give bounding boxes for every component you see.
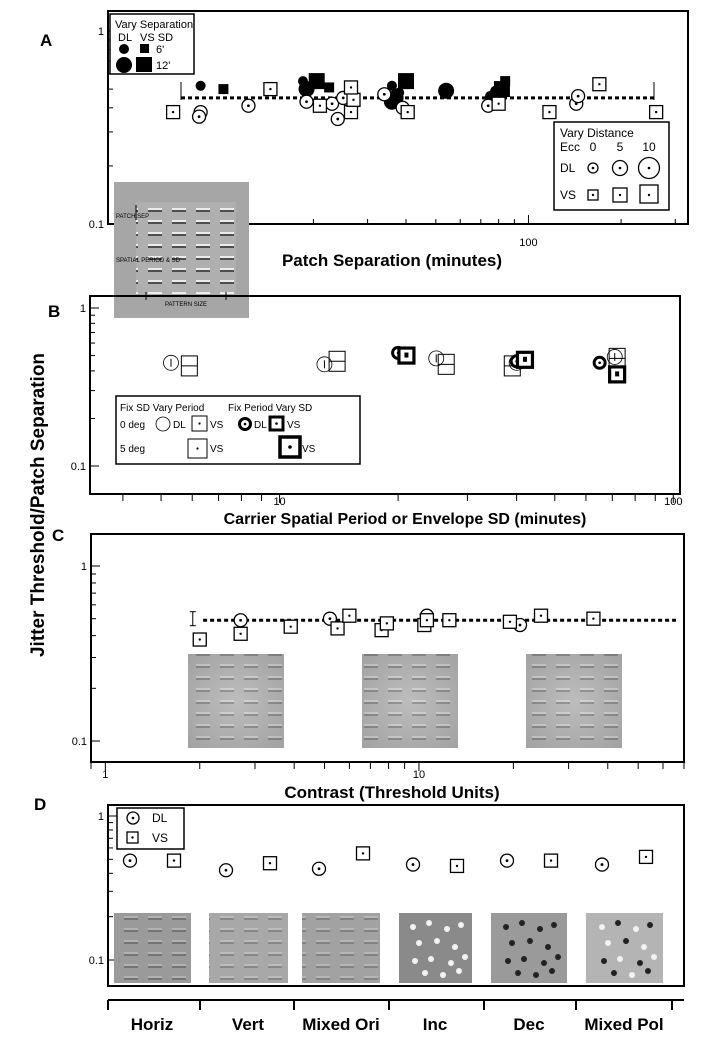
panel-c-stimulus-images xyxy=(188,654,622,748)
inset-label-spatial-period: SPATIAL PERIOD & SD xyxy=(116,258,180,264)
stimulus-dot xyxy=(599,924,605,930)
y-tick-label: 1 xyxy=(97,811,104,823)
legend-vs-4: VS xyxy=(302,444,316,455)
panel-d-point xyxy=(357,847,370,860)
panel-d-point xyxy=(168,854,181,867)
panel-d-legend xyxy=(117,808,184,849)
y-axis-label: Jitter Threshold/Patch Separation xyxy=(28,352,49,658)
legend-vs: VS xyxy=(152,831,169,845)
legend-filled-square-large xyxy=(136,57,152,72)
category-label: Horiz xyxy=(130,1015,174,1034)
panel-c-point xyxy=(234,627,247,640)
panel-a xyxy=(40,11,688,318)
panel-b-point xyxy=(517,352,532,367)
panel-d-axes xyxy=(89,811,117,967)
stimulus-dot xyxy=(555,954,561,960)
legend-vs-2: VS xyxy=(287,420,301,431)
panel-c-letter: C xyxy=(52,526,65,545)
stimulus-dot xyxy=(458,922,464,928)
panel-a-point xyxy=(313,99,326,112)
panel-a-legend-vary-distance xyxy=(554,122,669,210)
legend-col-dl: DL xyxy=(118,32,133,44)
panel-a-point xyxy=(572,90,585,103)
panel-c-point xyxy=(535,609,548,622)
stimulus-dot xyxy=(617,956,623,962)
panel-c-point xyxy=(380,617,393,630)
legend-row-vs: VS xyxy=(560,188,577,202)
panel-b-point xyxy=(329,351,345,371)
panel-d-point xyxy=(264,857,277,870)
legend-filled-circle-large xyxy=(116,57,132,73)
legend-title: Vary Separation xyxy=(115,19,194,31)
legend-title-right: Fix Period Vary SD xyxy=(228,403,313,414)
stimulus-dot xyxy=(545,944,551,950)
panel-a-point xyxy=(401,106,414,119)
panel-a-x-label: Patch Separation (minutes) xyxy=(281,251,503,270)
panel-d-point xyxy=(451,859,464,872)
panel-d-point xyxy=(596,858,609,871)
stimulus-dot xyxy=(541,960,547,966)
panel-b-point xyxy=(317,357,332,372)
stimulus-dot xyxy=(452,944,458,950)
panel-c xyxy=(52,526,684,802)
panel-a-point xyxy=(398,73,414,89)
panel-c-point xyxy=(420,614,433,627)
stimulus-dot xyxy=(651,954,657,960)
stimulus-dot xyxy=(521,956,527,962)
stimulus-dot xyxy=(426,920,432,926)
panel-b xyxy=(48,296,682,528)
panel-c-point xyxy=(193,633,206,646)
x-tick-label: 10 xyxy=(412,769,426,781)
y-tick-label: 1 xyxy=(97,26,104,38)
panel-b-point xyxy=(594,357,605,368)
panel-a-point xyxy=(193,110,206,123)
legend-row-5deg: 5 deg xyxy=(120,444,146,455)
stimulus-dot xyxy=(416,940,422,946)
legend-col-vs: VS SD xyxy=(140,32,174,44)
panel-d-point xyxy=(640,850,653,863)
inset-label-patch-sep: PATCH SEP xyxy=(116,214,150,220)
stimulus-dot xyxy=(428,956,434,962)
stimulus-dot xyxy=(505,958,511,964)
stimulus-dot xyxy=(615,920,621,926)
panel-c-point xyxy=(331,622,344,635)
legend-row-6: 6' xyxy=(156,44,165,56)
stimulus-dot xyxy=(503,924,509,930)
stimulus-dot xyxy=(537,926,543,932)
x-tick-label: 100 xyxy=(664,496,683,508)
panel-c-point xyxy=(587,612,600,625)
stimulus-dot xyxy=(533,972,539,978)
panel-d-point xyxy=(220,864,233,877)
legend-ecc-label: Ecc xyxy=(560,140,581,154)
panel-d-point xyxy=(501,854,514,867)
legend-vs-1: VS xyxy=(210,420,224,431)
category-label: Dec xyxy=(513,1015,545,1034)
panel-c-point xyxy=(190,612,196,626)
panel-d-letter: D xyxy=(34,795,47,814)
panel-b-point xyxy=(438,354,454,374)
panel-c-markers xyxy=(190,609,600,646)
panel-d-point xyxy=(407,858,420,871)
legend-dl-2: DL xyxy=(254,420,267,431)
panel-a-point xyxy=(331,112,344,125)
stimulus-dot xyxy=(527,938,533,944)
stimulus-dot xyxy=(641,944,647,950)
panel-b-x-label: Carrier Spatial Period or Envelope SD (minutes) xyxy=(223,511,587,528)
panel-d-stimulus-images xyxy=(114,913,663,983)
legend-row-dl: DL xyxy=(560,161,576,175)
stimulus-dot xyxy=(509,940,515,946)
panel-a-point xyxy=(494,81,510,97)
stimulus-dot xyxy=(410,924,416,930)
stimulus-dot xyxy=(605,940,611,946)
stimulus-dot xyxy=(412,958,418,964)
category-label: Inc xyxy=(422,1015,448,1034)
y-tick-label: 0.1 xyxy=(70,461,86,473)
x-tick-label: 10 xyxy=(273,496,286,508)
panel-b-point xyxy=(610,367,625,382)
panel-b-point xyxy=(429,351,444,366)
legend-ecc-10: 10 xyxy=(642,140,656,154)
panel-a-point xyxy=(218,84,228,94)
panel-d-markers xyxy=(124,847,653,877)
stimulus-dot xyxy=(519,920,525,926)
stimulus-dot xyxy=(551,922,557,928)
legend-title: Vary Distance xyxy=(560,126,634,140)
y-tick-label: 0.1 xyxy=(71,736,87,748)
panel-c-point xyxy=(503,615,516,628)
stimulus-dot xyxy=(645,968,651,974)
legend-vs-3: VS xyxy=(210,444,224,455)
panel-a-stimulus-inset xyxy=(114,182,249,318)
inset-label-pattern-size: PATTERN SIZE xyxy=(164,302,208,308)
category-label: Vert xyxy=(231,1015,265,1034)
panel-a-point xyxy=(650,106,663,119)
category-label: Mixed Ori xyxy=(302,1015,380,1034)
x-tick-label: 100 xyxy=(519,237,538,249)
panel-d xyxy=(34,795,684,1034)
stimulus-dot xyxy=(456,968,462,974)
stimulus-dot xyxy=(448,960,454,966)
panel-a-point xyxy=(324,82,334,92)
y-tick-label: 0.1 xyxy=(88,955,104,967)
legend-dl-1: DL xyxy=(173,420,186,431)
panel-d-category-axis xyxy=(108,1000,684,1034)
stimulus-dot xyxy=(440,972,446,978)
stimulus-dot xyxy=(611,970,617,976)
legend-ecc-0: 0 xyxy=(589,140,597,154)
panel-b-legend xyxy=(116,396,360,464)
panel-c-point xyxy=(443,614,456,627)
stimulus-dot xyxy=(637,960,643,966)
panel-b-letter: B xyxy=(48,302,61,321)
panel-c-point xyxy=(234,614,247,627)
legend-row-0deg: 0 deg xyxy=(120,420,146,431)
stimulus-dot xyxy=(515,970,521,976)
panel-a-point xyxy=(543,106,556,119)
panel-a-point xyxy=(593,78,606,91)
x-tick-label: 1 xyxy=(102,769,109,781)
panel-d-point xyxy=(545,854,558,867)
stimulus-dot xyxy=(549,968,555,974)
legend-title-left: Fix SD Vary Period xyxy=(120,403,205,414)
stimulus-dot xyxy=(444,926,450,932)
legend-dl: DL xyxy=(152,811,168,825)
panel-a-letter: A xyxy=(40,31,53,50)
panel-b-point xyxy=(181,356,197,376)
stimulus-dot xyxy=(422,970,428,976)
stimulus-dot xyxy=(462,954,468,960)
panel-a-point xyxy=(300,95,313,108)
panel-a-point xyxy=(242,99,255,112)
category-label: Mixed Pol xyxy=(584,1015,664,1034)
legend-ecc-5: 5 xyxy=(616,140,624,154)
stimulus-dot xyxy=(434,938,440,944)
panel-c-point xyxy=(343,609,356,622)
y-tick-label: 1 xyxy=(80,561,87,573)
panel-d-point xyxy=(124,854,137,867)
panel-a-point xyxy=(378,88,391,101)
stimulus-dot xyxy=(623,938,629,944)
y-tick-label: 1 xyxy=(79,303,86,315)
panel-a-point xyxy=(345,81,358,94)
panel-a-point xyxy=(345,106,358,119)
panel-c-x-label: Contrast (Threshold Units) xyxy=(284,783,500,802)
panel-b-point xyxy=(399,348,414,363)
stimulus-dot xyxy=(601,958,607,964)
panel-d-point xyxy=(313,862,326,875)
panel-a-point xyxy=(167,106,180,119)
panel-a-point xyxy=(347,93,360,106)
panel-a-point xyxy=(492,97,505,110)
legend-filled-square-small xyxy=(140,44,149,53)
panel-b-markers xyxy=(164,347,626,382)
panel-a-point xyxy=(309,73,325,89)
panel-a-legend-vary-separation xyxy=(110,14,194,74)
y-tick-label: 0.1 xyxy=(88,219,104,231)
stimulus-dot xyxy=(633,926,639,932)
stimulus-dot xyxy=(647,922,653,928)
legend-filled-circle-small xyxy=(119,44,129,54)
panel-c-point xyxy=(284,620,297,633)
panel-a-point xyxy=(438,83,454,99)
panel-b-point xyxy=(164,355,179,370)
stimulus-dot xyxy=(629,972,635,978)
legend-row-12: 12' xyxy=(156,60,171,72)
panel-a-point xyxy=(264,83,277,96)
panel-a-point xyxy=(196,81,206,91)
